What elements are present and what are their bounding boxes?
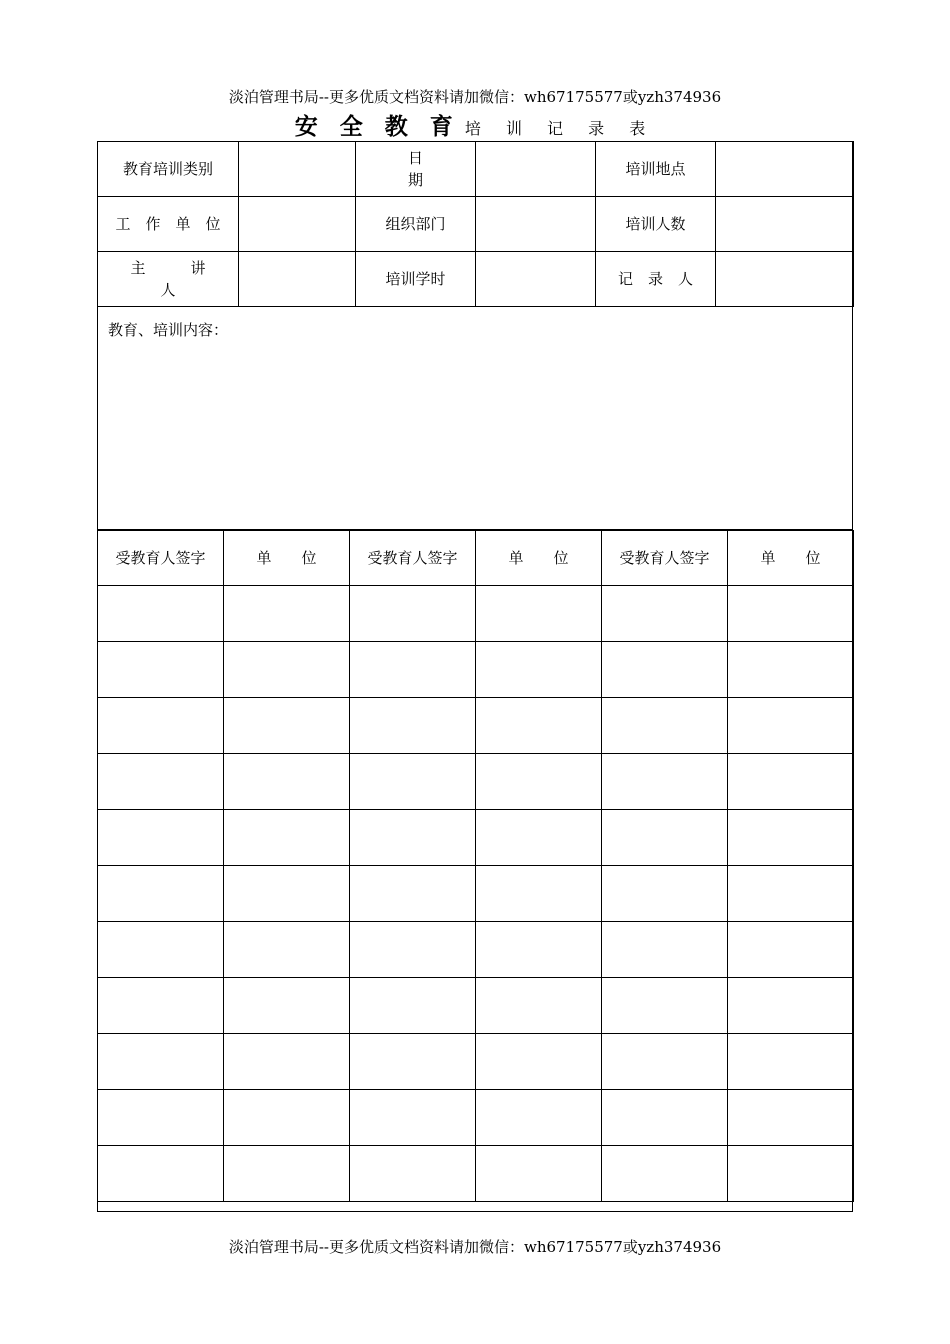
unit-cell[interactable] [224,866,350,922]
info-row-1 [98,142,854,197]
sign-header-col3-text: 受教育人签字 [367,549,458,567]
unit-cell[interactable] [728,698,854,754]
unit-cell[interactable] [224,754,350,810]
location-field[interactable] [716,142,854,197]
unit-cell[interactable] [728,1034,854,1090]
signature-cell[interactable] [350,698,476,754]
unit-cell[interactable] [728,586,854,642]
unit-cell[interactable] [224,978,350,1034]
signature-cell[interactable] [350,978,476,1034]
info-row-2 [98,197,854,252]
signature-cell[interactable] [98,1034,224,1090]
signature-cell[interactable] [350,866,476,922]
footer-note: 淡泊管理书局--更多优质文档资料请加微信：wh67175577或yzh374936 [228,1238,722,1256]
signature-cell[interactable] [602,922,728,978]
table-row [98,1034,854,1090]
hours-field[interactable] [476,252,596,307]
signature-cell[interactable] [602,866,728,922]
signature-cell[interactable] [602,1146,728,1202]
date-field[interactable] [476,142,596,197]
unit-cell[interactable] [728,810,854,866]
date-label-line1: 日 [407,149,423,167]
category-label: 教育培训类别 [98,142,239,197]
unit-field[interactable] [239,197,356,252]
lecturer-label-line2: 人 [160,281,176,299]
unit-cell[interactable] [476,978,602,1034]
info-table [97,141,854,307]
unit-cell[interactable] [728,1146,854,1202]
unit-cell[interactable] [728,1090,854,1146]
signature-cell[interactable] [98,866,224,922]
unit-cell[interactable] [728,978,854,1034]
signature-cell[interactable] [602,810,728,866]
department-label: 组织部门 [356,197,476,252]
signature-cell[interactable] [350,1034,476,1090]
unit-cell[interactable] [476,754,602,810]
signature-cell[interactable] [350,1090,476,1146]
signature-cell[interactable] [602,586,728,642]
table-row [98,922,854,978]
signature-cell[interactable] [98,1146,224,1202]
document-title [0,108,950,141]
unit-cell[interactable] [224,698,350,754]
sign-header-col5-text: 受教育人签字 [619,549,710,567]
sign-header-row [98,531,854,586]
signature-cell[interactable] [602,1034,728,1090]
content-area[interactable] [98,305,852,530]
signature-cell[interactable] [602,642,728,698]
recorder-label: 记 录 人 [596,252,716,307]
unit-cell[interactable] [728,866,854,922]
unit-cell[interactable] [476,1090,602,1146]
lecturer-label [98,252,239,307]
count-label: 培训人数 [596,197,716,252]
department-field[interactable] [476,197,596,252]
date-label [356,142,476,197]
signature-cell[interactable] [98,922,224,978]
unit-cell[interactable] [476,698,602,754]
sign-body [98,586,854,1202]
signature-cell[interactable] [602,978,728,1034]
unit-cell[interactable] [224,1034,350,1090]
form-frame [97,141,853,1212]
unit-cell[interactable] [476,866,602,922]
unit-label: 工 作 单 位 [98,197,239,252]
date-label-line2: 期 [407,171,423,189]
sign-table [97,530,854,1202]
unit-cell[interactable] [476,642,602,698]
location-label: 培训地点 [596,142,716,197]
unit-cell[interactable] [476,1034,602,1090]
lecturer-field[interactable] [239,252,356,307]
signature-cell[interactable] [350,922,476,978]
table-row [98,1090,854,1146]
unit-cell[interactable] [476,810,602,866]
signature-cell[interactable] [98,978,224,1034]
signature-cell[interactable] [350,810,476,866]
lecturer-label-line1: 主 讲 [130,259,206,277]
unit-cell[interactable] [728,922,854,978]
signature-cell[interactable] [98,586,224,642]
info-row-3 [98,252,854,307]
signature-cell[interactable] [350,642,476,698]
sign-header-col6: 单 位 [728,531,854,586]
unit-cell[interactable] [476,922,602,978]
signature-cell[interactable] [98,642,224,698]
content-label: 教育、培训内容： [108,321,229,339]
sign-header-col2: 单 位 [224,531,350,586]
table-row [98,978,854,1034]
signature-cell[interactable] [602,754,728,810]
table-row [98,754,854,810]
table-row [98,586,854,642]
unit-cell[interactable] [728,642,854,698]
unit-cell[interactable] [476,586,602,642]
signature-cell[interactable] [98,1090,224,1146]
signature-cell[interactable] [602,698,728,754]
unit-cell[interactable] [224,586,350,642]
category-field[interactable] [239,142,356,197]
hours-label: 培训学时 [356,252,476,307]
signature-cell[interactable] [98,698,224,754]
title-sub: 培 训 记 录 表 [464,119,656,138]
signature-cell[interactable] [350,586,476,642]
sign-header-col5 [602,531,728,586]
signature-cell[interactable] [350,1146,476,1202]
sign-header-col1: 受教育人签字 [98,531,224,586]
unit-cell[interactable] [224,810,350,866]
signature-cell[interactable] [350,754,476,810]
title-main: 安 全 教 育 [294,114,460,140]
signature-cell[interactable] [602,1090,728,1146]
signature-cell[interactable] [98,810,224,866]
signature-cell[interactable] [98,754,224,810]
unit-cell[interactable] [224,1146,350,1202]
recorder-field[interactable] [716,252,854,307]
table-row [98,810,854,866]
unit-cell[interactable] [224,642,350,698]
table-row [98,866,854,922]
unit-cell[interactable] [476,1146,602,1202]
table-row [98,698,854,754]
header-note: 淡泊管理书局--更多优质文档资料请加微信：wh67175577或yzh374936 [228,88,722,106]
unit-cell[interactable] [728,754,854,810]
table-row [98,642,854,698]
table-row [98,1146,854,1202]
sign-header-col3 [350,531,476,586]
sign-header-col4: 单 位 [476,531,602,586]
unit-cell[interactable] [224,922,350,978]
count-field[interactable] [716,197,854,252]
unit-cell[interactable] [224,1090,350,1146]
